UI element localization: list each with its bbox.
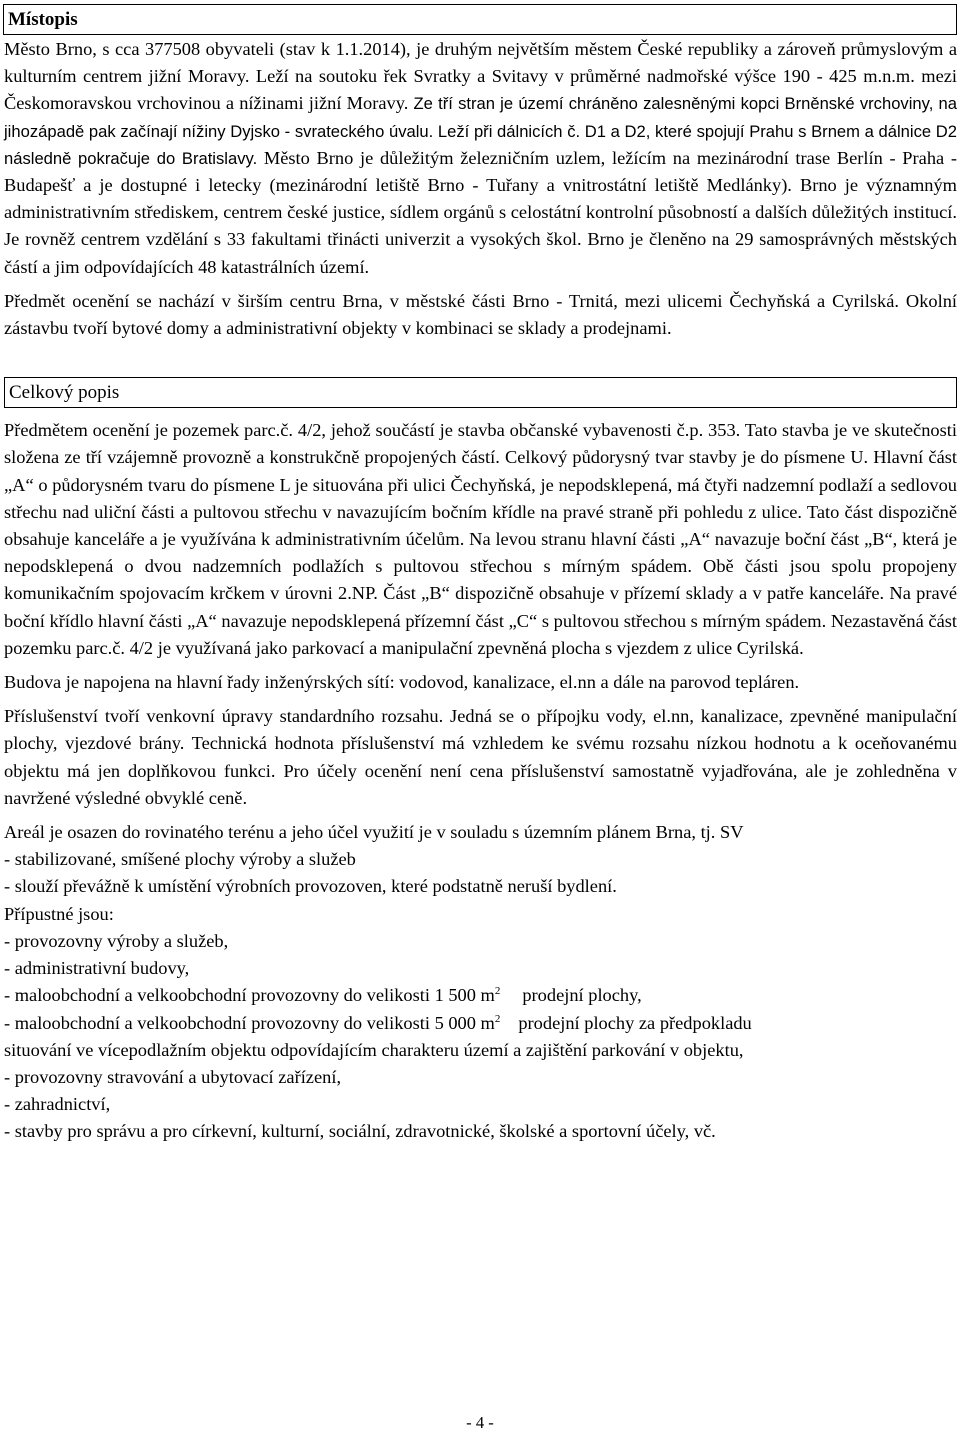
permitted-3-superscript: 2 bbox=[494, 985, 501, 998]
list-item-permitted-7: - stavby pro správu a pro církevní, kulturní, sociální, zdravotnické, školské a sportovní účely, vč. bbox=[4, 1121, 716, 1142]
permitted-label: Přípustné jsou: bbox=[4, 903, 114, 924]
list-item-permitted-4 bbox=[4, 1010, 957, 1037]
list-item-permitted-4-continued: situování ve vícepodlažním objektu odpovídajícím charakteru území a zajištění parkování v objektu, bbox=[4, 1039, 744, 1060]
section-heading-celkovy-popis: Celkový popis bbox=[4, 377, 957, 408]
paragraph-location bbox=[4, 36, 957, 281]
list-item-permitted-1: - provozovny výroby a služeb, bbox=[4, 930, 229, 951]
page-number: - 4 - bbox=[466, 1413, 494, 1432]
permitted-3-tail: prodejní plochy, bbox=[522, 985, 642, 1006]
permitted-4-tail: prodejní plochy za předpokladu bbox=[518, 1012, 752, 1033]
paragraph-accessories: Příslušenství tvoří venkovní úpravy standardního rozsahu. Jedná se o přípojku vody, el.nn, kanalizace, zpevněné manipulační plochy, vjezdové brány. Technická hodnota příslušenství má vzhledem ke svému rozsahu nízkou hodnotu a k oceňovanému objektu má jen doplňkovou funkci. Pro účely ocenění není cena příslušenství samostatně vyjadřována, ale je zohledněna v navržené výsledné obvyklé ceně. bbox=[4, 706, 957, 808]
permitted-3-text: - maloobchodní a velkoobchodní provozovny do velikosti 1 500 m bbox=[4, 985, 495, 1006]
text-surroundings: Ze tří stran je území chráněno zalesněnými kopci Brněnské vrchoviny, na jihozápadě pak začínají nížiny Dyjsko - svrateckého úvalu. Leží při dálnicích č. D1 a D2, které spojují Prahu s Brnem a dálnice D2 následně pokračuje do Bratislavy. bbox=[4, 94, 957, 168]
section-heading-mistopis: Místopis bbox=[3, 4, 957, 35]
list-item-permitted-5: - provozovny stravování a ubytovací zařízení, bbox=[4, 1066, 342, 1087]
permitted-4-superscript: 2 bbox=[494, 1012, 501, 1025]
text-city-intro: Město Brno, s cca 377508 obyvateli (stav k 1.1.2014), je druhým největším městem České republiky a zároveň průmyslovým a kulturním centrem jižní Moravy. Leží na soutoku řek Svratky a Svitavy v průměrné nadmořské výšce 190 - 425 m.n.m. mezi Českomoravskou vrchovinou a nížinami jižní Moravy. bbox=[4, 39, 957, 114]
paragraph-building-description: Předmětem ocenění je pozemek parc.č. 4/2, jehož součástí je stavba občanské vybavenosti č.p. 353. Tato stavba je ve skutečnosti složena ze tří vzájemně provozně a konstrukčně propojených částí. Celkový půdorysný tvar stavby je do písmene U. Hlavní část „A“ o půdorysném tvaru do písmene L je situována při ulici Čechyňská, je nepodsklepená, má čtyři nadzemní podlaží a sedlovou střechu nad uliční části a pultovou střechu v navazujícím bočním křídle na pravé straně při pohledu z ulice. Tato část dispozičně obsahuje kanceláře a je využívána k administrativním účelům. Na levou stranu hlavní části „A“ navazuje boční část „B“, která je nepodsklepená o dvou nadzemních podlažích s pultovou střechou s mírným spádem. Obě části jsou spolu propojeny komunikačním spojovacím krčkem v úrovni 2.NP. Část „B“ dispozičně obsahuje v přízemí sklady a v patře kanceláře. Na pravé boční křídlo hlavní části „A“ navazuje nepodsklepená přízemní část „C“ s pultovou střechou s mírným spádem. Nezastavěná část pozemku parc.č. 4/2 je využívaná jako parkovací a manipulační zpevněná plocha s vjezdem z ulice Cyrilská. bbox=[4, 420, 957, 658]
list-item-permitted-3 bbox=[4, 982, 957, 1009]
paragraph-utilities: Budova je napojena na hlavní řady inženýrských sítí: vodovod, kanalizace, el.nn a dále na parovod tepláren. bbox=[4, 672, 800, 693]
list-item-permitted-2: - administrativní budovy, bbox=[4, 958, 190, 979]
page-content bbox=[4, 4, 957, 1146]
list-item-permitted-6: - zahradnictví, bbox=[4, 1094, 111, 1115]
text-city-details: Město Brno je důležitým železničním uzlem, ležícím na mezinárodní trase Berlín - Praha - Budapešť a je dostupné i letecky (mezinárodní letiště Brno - Tuřany a vnitrostátní letiště Medlánky). Brno je významným administrativním střediskem, centrem české justice, sídlem orgánů s celostátní kontrolní působností a dalších důležitých institucí. Je rovněž centrem vzdělání s 33 fakultami třinácti univerzit a vysokých škol. Brno je členěno na 29 samosprávných městských částí a jim odpovídajících 48 katastrálních území. bbox=[4, 147, 957, 277]
list-item-zoning-1: - stabilizované, smíšené plochy výroby a služeb bbox=[4, 849, 356, 870]
paragraph-subject-location: Předmět ocenění se nachází v širším centru Brna, v městské části Brno - Trnitá, mezi ulicemi Čechyňská a Cyrilská. Okolní zástavbu tvoří bytové domy a administrativní objekty v kombinaci se sklady a prodejnami. bbox=[4, 290, 957, 339]
paragraph-zoning: Areál je osazen do rovinatého terénu a jeho účel využití je v souladu s územním plánem Brna, tj. SV bbox=[4, 822, 744, 843]
permitted-4-text: - maloobchodní a velkoobchodní provozovny do velikosti 5 000 m bbox=[4, 1012, 495, 1033]
list-item-zoning-2: - slouží převážně k umístění výrobních provozoven, které podstatně neruší bydlení. bbox=[4, 876, 617, 897]
